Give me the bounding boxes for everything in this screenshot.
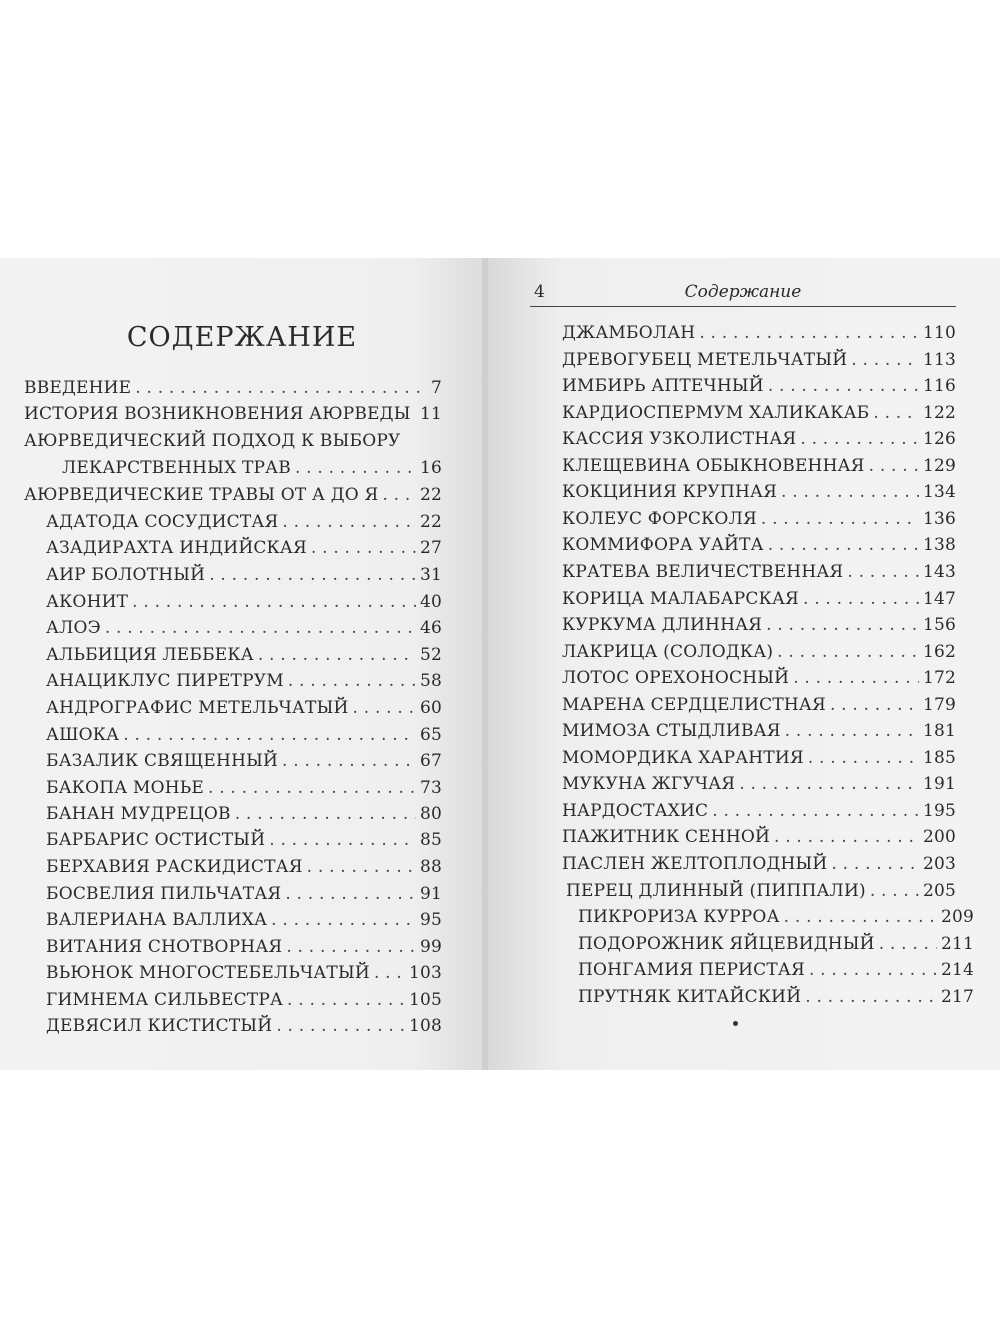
ink-dot <box>733 1021 738 1026</box>
entry-title: ПАСЛЕН ЖЕЛТОПЛОДНЫЙ <box>562 854 828 874</box>
dot-leader <box>135 378 427 398</box>
dot-leader <box>808 748 919 768</box>
entry-title: КОЛЕУС ФОРСКОЛЯ <box>562 509 757 529</box>
dot-leader <box>307 857 416 877</box>
left-toc-entry <box>46 804 442 830</box>
entry-title: МАРЕНА СЕРДЦЕЛИСТНАЯ <box>562 695 826 715</box>
entry-page-number: 7 <box>430 378 442 398</box>
left-toc-entry <box>46 698 442 724</box>
entry-page-number: 52 <box>419 645 442 665</box>
dot-leader <box>415 404 416 424</box>
entry-page-number: 58 <box>419 671 442 691</box>
entry-title: ДРЕВОГУБЕЦ МЕТЕЛЬЧАТЫЙ <box>562 350 848 370</box>
dot-leader <box>768 535 919 555</box>
entry-page-number: 95 <box>419 910 442 930</box>
entry-title: КУРКУМА ДЛИННАЯ <box>562 615 763 635</box>
right-toc-entry <box>566 881 956 907</box>
dot-leader <box>271 910 416 930</box>
entry-page-number: 73 <box>419 778 442 798</box>
dot-leader <box>739 774 919 794</box>
left-toc-entry <box>46 830 442 856</box>
dot-leader <box>282 751 416 771</box>
dot-leader <box>712 801 919 821</box>
right-toc-entry <box>562 535 956 561</box>
right-toc-entry <box>578 934 974 960</box>
entry-page-number: 40 <box>419 592 442 612</box>
right-toc-entry <box>562 827 956 853</box>
entry-title: ПОДОРОЖНИК ЯЙЦЕВИДНЫЙ <box>578 934 875 954</box>
right-toc-entry <box>578 907 974 933</box>
entry-page-number: 88 <box>419 857 442 877</box>
dot-leader <box>282 512 416 532</box>
dot-leader <box>258 645 416 665</box>
left-toc-entry <box>46 751 442 777</box>
dot-leader <box>784 907 937 927</box>
right-toc-entry <box>562 668 956 694</box>
entry-page-number: 113 <box>922 350 956 370</box>
entry-page-number: 46 <box>419 618 442 638</box>
dot-leader <box>235 804 416 824</box>
running-title: Содержание <box>684 282 802 302</box>
entry-title: БАРБАРИС ОСТИСТЫЙ <box>46 830 266 850</box>
entry-page-number: 126 <box>922 429 956 449</box>
entry-title: БАНАН МУДРЕЦОВ <box>46 804 231 824</box>
left-toc-entry <box>46 778 442 804</box>
left-toc-entry <box>46 937 442 963</box>
dot-leader <box>287 990 405 1010</box>
entry-page-number: 185 <box>922 748 956 768</box>
dot-leader <box>761 509 919 529</box>
entry-title: НАРДОСТАХИС <box>562 801 709 821</box>
left-toc-entry <box>46 592 442 618</box>
entry-page-number: 85 <box>419 830 442 850</box>
entry-title: ИСТОРИЯ ВОЗНИКНОВЕНИЯ АЮРВЕДЫ <box>24 404 411 424</box>
entry-title: ДЕВЯСИЛ КИСТИСТЫЙ <box>46 1016 273 1036</box>
entry-page-number: 217 <box>940 987 974 1007</box>
left-toc-entry <box>24 404 442 430</box>
dot-leader <box>123 725 416 745</box>
left-toc-entry <box>24 378 442 404</box>
entry-title: ПРУТНЯК КИТАЙСКИЙ <box>578 987 802 1007</box>
right-toc-entry <box>562 376 956 402</box>
right-toc-entry <box>562 429 956 455</box>
dot-leader <box>766 615 919 635</box>
right-toc-entry <box>562 774 956 800</box>
entry-title: АЛОЭ <box>46 618 101 638</box>
entry-page-number: 60 <box>419 698 442 718</box>
dot-leader <box>208 778 416 798</box>
dot-leader <box>793 668 919 688</box>
entry-page-number: 179 <box>922 695 956 715</box>
entry-title: ЛОТОС ОРЕХОНОСНЫЙ <box>562 668 790 688</box>
dot-leader <box>870 881 919 901</box>
left-toc-entry <box>46 538 442 564</box>
entry-title: КЛЕЩЕВИНА ОБЫКНОВЕННАЯ <box>562 456 865 476</box>
right-toc-entry <box>562 748 956 774</box>
entry-page-number: 162 <box>922 642 956 662</box>
entry-page-number: 65 <box>419 725 442 745</box>
right-toc-entry <box>562 350 956 376</box>
dot-leader <box>830 695 919 715</box>
dot-leader <box>805 987 937 1007</box>
entry-title: БАЗАЛИК СВЯЩЕННЫЙ <box>46 751 279 771</box>
dot-leader <box>353 698 416 718</box>
left-toc-entry <box>24 485 442 511</box>
left-toc-entry <box>46 645 442 671</box>
entry-page-number: 99 <box>419 937 442 957</box>
dot-leader <box>288 671 416 691</box>
entry-page-number: 103 <box>408 963 442 983</box>
entry-title: АЛЬБИЦИЯ ЛЕББЕКА <box>46 645 254 665</box>
dot-leader <box>269 830 416 850</box>
entry-title: МИМОЗА СТЫДЛИВАЯ <box>562 721 781 741</box>
entry-page-number: 214 <box>940 960 974 980</box>
left-toc-entry <box>46 857 442 883</box>
dot-leader <box>276 1016 405 1036</box>
entry-page-number: 129 <box>922 456 956 476</box>
dot-leader <box>105 618 416 638</box>
entry-page-number: 181 <box>922 721 956 741</box>
dot-leader <box>879 934 937 954</box>
entry-page-number: 195 <box>922 801 956 821</box>
left-toc-entry <box>46 618 442 644</box>
entry-title: ПЕРЕЦ ДЛИННЫЙ (ПИППАЛИ) <box>566 881 866 901</box>
dot-leader <box>831 854 918 874</box>
entry-title: ВАЛЕРИАНА ВАЛЛИХА <box>46 910 268 930</box>
right-toc-entry <box>562 456 956 482</box>
entry-title: АНДРОГРАФИС МЕТЕЛЬЧАТЫЙ <box>46 698 349 718</box>
right-toc-entry <box>578 987 974 1013</box>
left-toc-entry <box>46 725 442 751</box>
right-toc-entry <box>562 695 956 721</box>
entry-title: КОКЦИНИЯ КРУПНАЯ <box>562 482 778 502</box>
entry-page-number: 80 <box>419 804 442 824</box>
entry-page-number: 16 <box>419 458 442 478</box>
dot-leader <box>699 323 919 343</box>
entry-page-number: 122 <box>922 403 956 423</box>
entry-page-number: 156 <box>922 615 956 635</box>
dot-leader <box>809 960 937 980</box>
entry-page-number: 108 <box>408 1016 442 1036</box>
right-toc-entry <box>562 403 956 429</box>
entry-title: АЗАДИРАХТА ИНДИЙСКАЯ <box>46 538 307 558</box>
entry-title: ПОНГАМИЯ ПЕРИСТАЯ <box>578 960 805 980</box>
dot-leader <box>777 642 919 662</box>
entry-title: АДАТОДА СОСУДИСТАЯ <box>46 512 279 532</box>
entry-page-number: 11 <box>419 404 442 424</box>
right-toc-entry <box>562 323 956 349</box>
entry-page-number: 203 <box>922 854 956 874</box>
entry-title: ГИМНЕМА СИЛЬВЕСТРА <box>46 990 284 1010</box>
dot-leader <box>774 827 919 847</box>
dot-leader <box>803 589 919 609</box>
right-toc-entry <box>562 562 956 588</box>
entry-title: АКОНИТ <box>46 592 129 612</box>
entry-title: ПАЖИТНИК СЕННОЙ <box>562 827 771 847</box>
entry-page-number: 205 <box>922 881 956 901</box>
entry-title: АЮРВЕДИЧЕСКИЕ ТРАВЫ ОТ А ДО Я <box>24 485 379 505</box>
entry-page-number: 67 <box>419 751 442 771</box>
entry-title: ВЬЮНОК МНОГОСТЕБЕЛЬЧАТЫЙ <box>46 963 370 983</box>
entry-title: КОММИФОРА УАЙТА <box>562 535 764 555</box>
book-gutter <box>482 258 488 1070</box>
entry-page-number: 143 <box>922 562 956 582</box>
left-toc-entry <box>46 1016 442 1042</box>
entry-title: КРАТЕВА ВЕЛИЧЕСТВЕННАЯ <box>562 562 844 582</box>
right-toc-entry <box>562 854 956 880</box>
dot-leader <box>873 403 919 423</box>
entry-page-number: 147 <box>922 589 956 609</box>
left-toc-entry <box>46 963 442 989</box>
right-toc-entry <box>562 589 956 615</box>
left-toc-entry <box>46 512 442 538</box>
right-toc-entry <box>562 642 956 668</box>
entry-title: АШОКА <box>46 725 120 745</box>
entry-title: КАССИЯ УЗКОЛИСТНАЯ <box>562 429 797 449</box>
right-toc-entry <box>562 615 956 641</box>
entry-title: БЕРХАВИЯ РАСКИДИСТАЯ <box>46 857 303 877</box>
left-toc-entry <box>46 884 442 910</box>
dot-leader <box>295 458 416 478</box>
left-toc-entry <box>46 671 442 697</box>
dot-leader <box>847 562 919 582</box>
entry-page-number: 200 <box>922 827 956 847</box>
entry-page-number: 105 <box>408 990 442 1010</box>
entry-page-number: 110 <box>922 323 956 343</box>
dot-leader <box>286 937 416 957</box>
entry-title: КАРДИОСПЕРМУМ ХАЛИКАКАБ <box>562 403 870 423</box>
entry-page-number: 172 <box>922 668 956 688</box>
entry-title: АИР БОЛОТНЫЙ <box>46 565 206 585</box>
left-toc-entry <box>24 431 442 457</box>
entry-title: МУКУНА ЖГУЧАЯ <box>562 774 736 794</box>
dot-leader <box>869 456 919 476</box>
page-number: 4 <box>534 282 545 302</box>
entry-page-number: 211 <box>940 934 974 954</box>
left-toc-entry <box>62 458 442 484</box>
entry-title: ВИТАНИЯ СНОТВОРНАЯ <box>46 937 283 957</box>
entry-page-number: 22 <box>419 485 442 505</box>
entry-page-number: 136 <box>922 509 956 529</box>
right-toc-entry <box>562 482 956 508</box>
entry-title: МОМОРДИКА ХАРАНТИЯ <box>562 748 804 768</box>
entry-page-number: 27 <box>419 538 442 558</box>
entry-page-number: 22 <box>419 512 442 532</box>
dot-leader <box>382 485 416 505</box>
right-toc-entry <box>562 721 956 747</box>
entry-title: ПИКРОРИЗА КУРРОА <box>578 907 780 927</box>
entry-page-number: 91 <box>419 884 442 904</box>
dot-leader <box>800 429 919 449</box>
entry-page-number: 209 <box>940 907 974 927</box>
entry-title: ИМБИРЬ АПТЕЧНЫЙ <box>562 376 764 396</box>
left-toc-entry <box>46 910 442 936</box>
entry-page-number: 31 <box>419 565 442 585</box>
dot-leader <box>768 376 919 396</box>
dot-leader <box>781 482 919 502</box>
entry-title: КОРИЦА МАЛАБАРСКАЯ <box>562 589 799 609</box>
entry-page-number: 191 <box>922 774 956 794</box>
entry-title: АНАЦИКЛУС ПИРЕТРУМ <box>46 671 284 691</box>
entry-title: ВВЕДЕНИЕ <box>24 378 132 398</box>
entry-title: БОСВЕЛИЯ ПИЛЬЧАТАЯ <box>46 884 282 904</box>
entry-title: ЛЕКАРСТВЕННЫХ ТРАВ <box>62 458 291 478</box>
left-toc-entry <box>46 565 442 591</box>
entry-title: ДЖАМБОЛАН <box>562 323 696 343</box>
dot-leader <box>851 350 919 370</box>
running-head <box>530 282 956 307</box>
right-toc-entry <box>562 509 956 535</box>
dot-leader <box>285 884 416 904</box>
right-toc-entry <box>578 960 974 986</box>
dot-leader <box>209 565 416 585</box>
entry-title: ЛАКРИЦА (СОЛОДКА) <box>562 642 774 662</box>
entry-page-number: 138 <box>922 535 956 555</box>
left-toc-entry <box>46 990 442 1016</box>
dot-leader <box>374 963 405 983</box>
dot-leader <box>311 538 416 558</box>
toc-title: СОДЕРЖАНИЕ <box>126 322 358 353</box>
entry-page-number: 116 <box>922 376 956 396</box>
right-toc-entry <box>562 801 956 827</box>
dot-leader <box>132 592 416 612</box>
dot-leader <box>785 721 919 741</box>
entry-title: БАКОПА МОНЬЕ <box>46 778 204 798</box>
entry-title: АЮРВЕДИЧЕСКИЙ ПОДХОД К ВЫБОРУ <box>24 431 401 451</box>
entry-page-number: 134 <box>922 482 956 502</box>
